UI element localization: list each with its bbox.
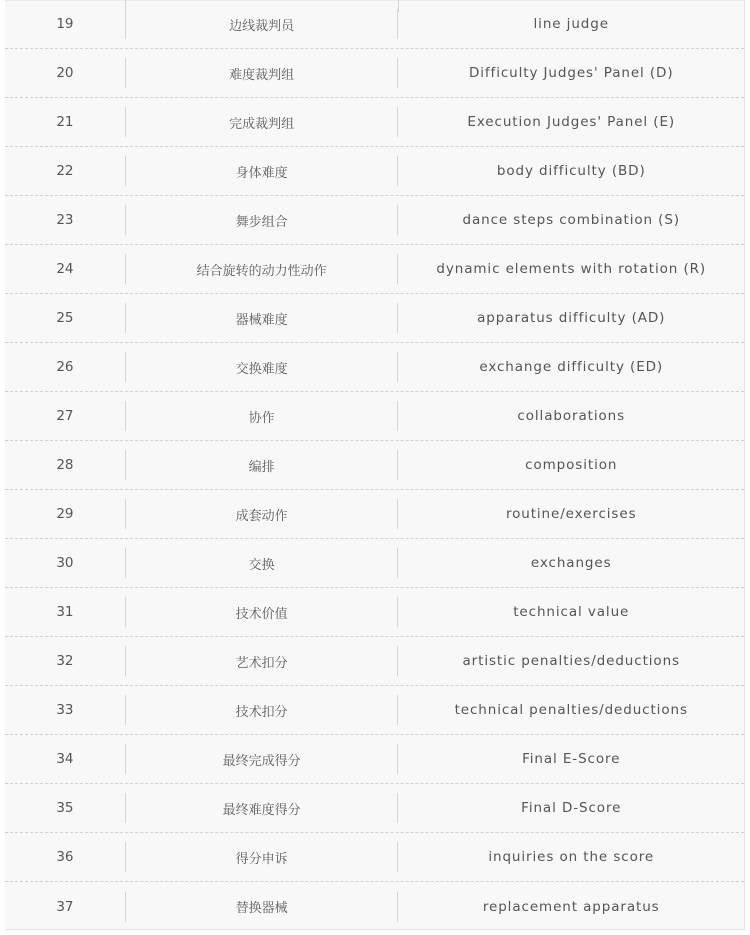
table-row xyxy=(5,588,744,637)
table-row xyxy=(5,245,744,294)
english-term: collaborations xyxy=(397,401,744,431)
english-term: exchange difficulty (ED) xyxy=(397,352,744,382)
english-term: inquiries on the score xyxy=(397,842,744,872)
english-term: Difficulty Judges' Panel (D) xyxy=(397,58,744,88)
english-term: composition xyxy=(397,450,744,480)
row-number: 30 xyxy=(56,555,74,571)
row-number: 20 xyxy=(56,65,74,81)
row-number: 22 xyxy=(56,163,74,179)
table-row xyxy=(5,441,744,490)
table-row xyxy=(5,196,744,245)
row-number: 25 xyxy=(56,310,74,326)
english-term: line judge xyxy=(397,9,744,39)
row-number: 28 xyxy=(56,457,74,473)
english-term: replacement apparatus xyxy=(397,892,744,922)
table-row xyxy=(5,784,744,833)
table-row xyxy=(5,343,744,392)
row-number: 31 xyxy=(56,604,74,620)
row-number: 37 xyxy=(56,898,74,915)
english-term: Execution Judges' Panel (E) xyxy=(397,107,744,137)
english-term: routine/exercises xyxy=(397,499,744,529)
chinese-term: 边线裁判员 xyxy=(125,9,398,39)
table-row xyxy=(5,735,744,784)
chinese-term: 得分申诉 xyxy=(125,842,398,872)
table-row xyxy=(5,98,744,147)
table-row xyxy=(5,882,744,931)
chinese-term: 身体难度 xyxy=(125,156,398,186)
english-term: exchanges xyxy=(397,548,744,578)
row-number: 29 xyxy=(56,506,74,522)
table-row xyxy=(5,490,744,539)
chinese-term: 器械难度 xyxy=(125,303,398,333)
row-number: 33 xyxy=(56,702,74,718)
chinese-term: 成套动作 xyxy=(125,499,398,529)
chinese-term: 交换难度 xyxy=(125,352,398,382)
chinese-term: 编排 xyxy=(125,450,398,480)
row-number: 26 xyxy=(56,359,74,375)
english-term: technical value xyxy=(397,597,744,627)
chinese-term: 技术价值 xyxy=(125,597,398,627)
table-row xyxy=(5,0,744,49)
row-number: 36 xyxy=(56,849,74,865)
english-term: Final D-Score xyxy=(397,793,744,823)
table-row xyxy=(5,147,744,196)
chinese-term: 协作 xyxy=(125,401,398,431)
table-row xyxy=(5,539,744,588)
english-term: technical penalties/deductions xyxy=(397,695,744,725)
table-row xyxy=(5,637,744,686)
chinese-term: 交换 xyxy=(125,548,398,578)
row-number: 32 xyxy=(56,653,74,669)
chinese-term: 技术扣分 xyxy=(125,695,398,725)
chinese-term: 替换器械 xyxy=(125,892,398,922)
row-number: 27 xyxy=(56,408,74,424)
row-number: 24 xyxy=(56,261,74,277)
chinese-term: 难度裁判组 xyxy=(125,58,398,88)
chinese-term: 最终难度得分 xyxy=(125,793,398,823)
row-number: 21 xyxy=(56,114,74,130)
glossary-table xyxy=(5,0,745,930)
chinese-term: 完成裁判组 xyxy=(125,107,398,137)
english-term: artistic penalties/deductions xyxy=(397,646,744,676)
english-term: dynamic elements with rotation (R) xyxy=(397,254,744,284)
row-number: 23 xyxy=(56,212,74,228)
table-row xyxy=(5,833,744,882)
chinese-term: 最终完成得分 xyxy=(125,744,398,774)
english-term: body difficulty (BD) xyxy=(397,156,744,186)
english-term: dance steps combination (S) xyxy=(397,205,744,235)
chinese-term: 艺术扣分 xyxy=(125,646,398,676)
english-term: apparatus difficulty (AD) xyxy=(397,303,744,333)
table-row xyxy=(5,49,744,98)
table-row xyxy=(5,686,744,735)
english-term: Final E-Score xyxy=(397,744,744,774)
table-row xyxy=(5,294,744,343)
chinese-term: 结合旋转的动力性动作 xyxy=(125,254,398,284)
row-number: 19 xyxy=(56,16,74,32)
row-number: 34 xyxy=(56,751,74,767)
table-row xyxy=(5,392,744,441)
chinese-term: 舞步组合 xyxy=(125,205,398,235)
row-number: 35 xyxy=(56,800,74,816)
